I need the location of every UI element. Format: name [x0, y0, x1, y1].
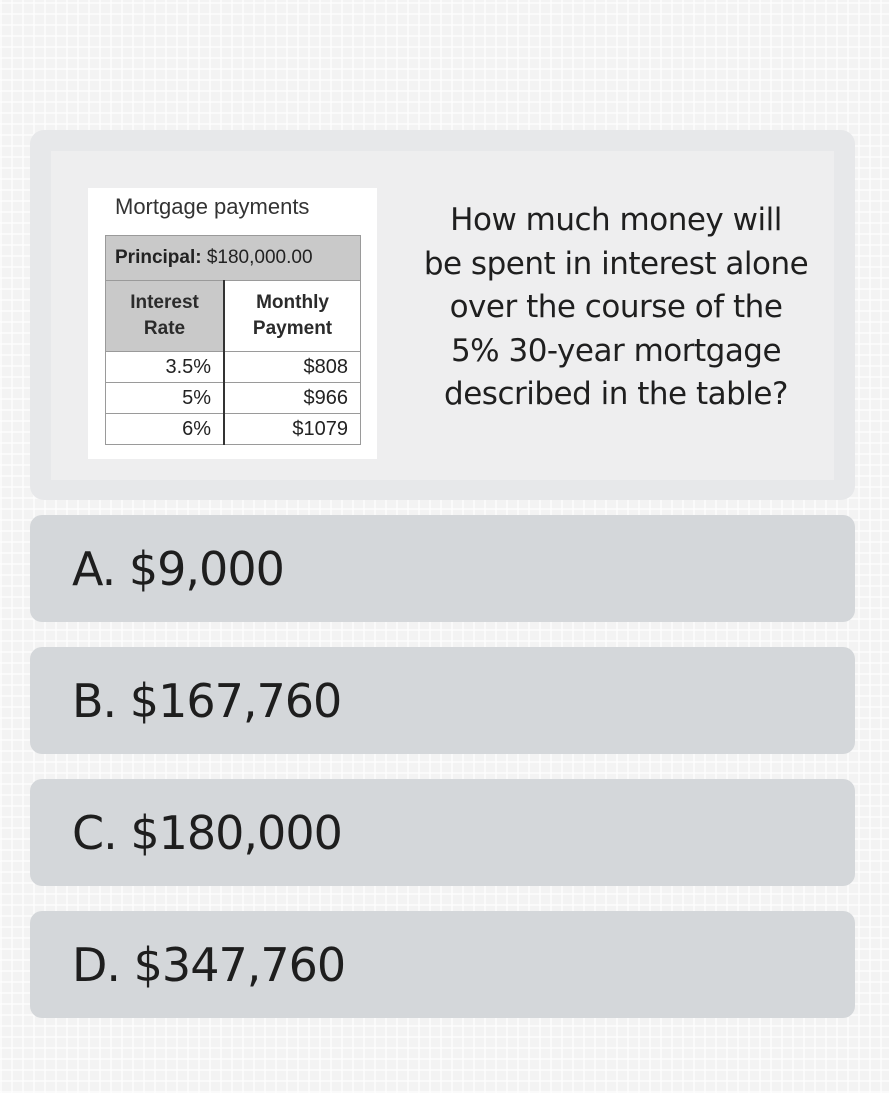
table-row — [106, 383, 361, 414]
interest-rate-header-line2: Rate — [143, 318, 186, 339]
principal-label: Principal: — [115, 247, 202, 268]
table-title: Mortgage payments — [115, 194, 310, 219]
table-row — [106, 352, 361, 383]
payment-cell: $966 — [224, 383, 360, 414]
answer-label: D. $347,760 — [72, 937, 346, 992]
question-prompt-line: be spent in interest alone — [423, 245, 809, 282]
payment-cell: $808 — [224, 352, 360, 383]
answer-option-a[interactable] — [30, 515, 855, 622]
monthly-payment-header — [224, 281, 360, 352]
question-card — [30, 130, 855, 500]
question-prompt-line: over the course of the — [449, 289, 783, 325]
mortgage-table — [105, 235, 361, 445]
question-panel — [51, 151, 834, 480]
question-prompt-line: How much money will — [450, 202, 782, 238]
interest-rate-header — [106, 281, 225, 352]
monthly-payment-header-line1: Monthly — [256, 292, 329, 313]
interest-rate-header-line1: Interest — [130, 292, 199, 313]
answer-option-c[interactable] — [30, 779, 855, 886]
answer-option-d[interactable] — [30, 911, 855, 1018]
table-row — [106, 414, 361, 445]
answer-label: C. $180,000 — [72, 805, 342, 860]
question-prompt-line: described in the table? — [444, 376, 788, 412]
question-prompt — [411, 199, 821, 417]
monthly-payment-header-line2: Payment — [252, 318, 333, 339]
mortgage-table-figure — [88, 188, 377, 459]
question-prompt-line: 5% 30-year mortgage — [450, 332, 782, 369]
answer-label: A. $9,000 — [72, 541, 284, 596]
answer-option-b[interactable] — [30, 647, 855, 754]
principal-header — [106, 236, 361, 281]
answer-label: B. $167,760 — [72, 673, 342, 728]
payment-cell: $1079 — [224, 414, 360, 445]
principal-value: $180,000.00 — [206, 247, 313, 268]
rate-cell: 6% — [106, 414, 225, 445]
rate-cell: 5% — [106, 383, 225, 414]
rate-cell: 3.5% — [106, 352, 225, 383]
